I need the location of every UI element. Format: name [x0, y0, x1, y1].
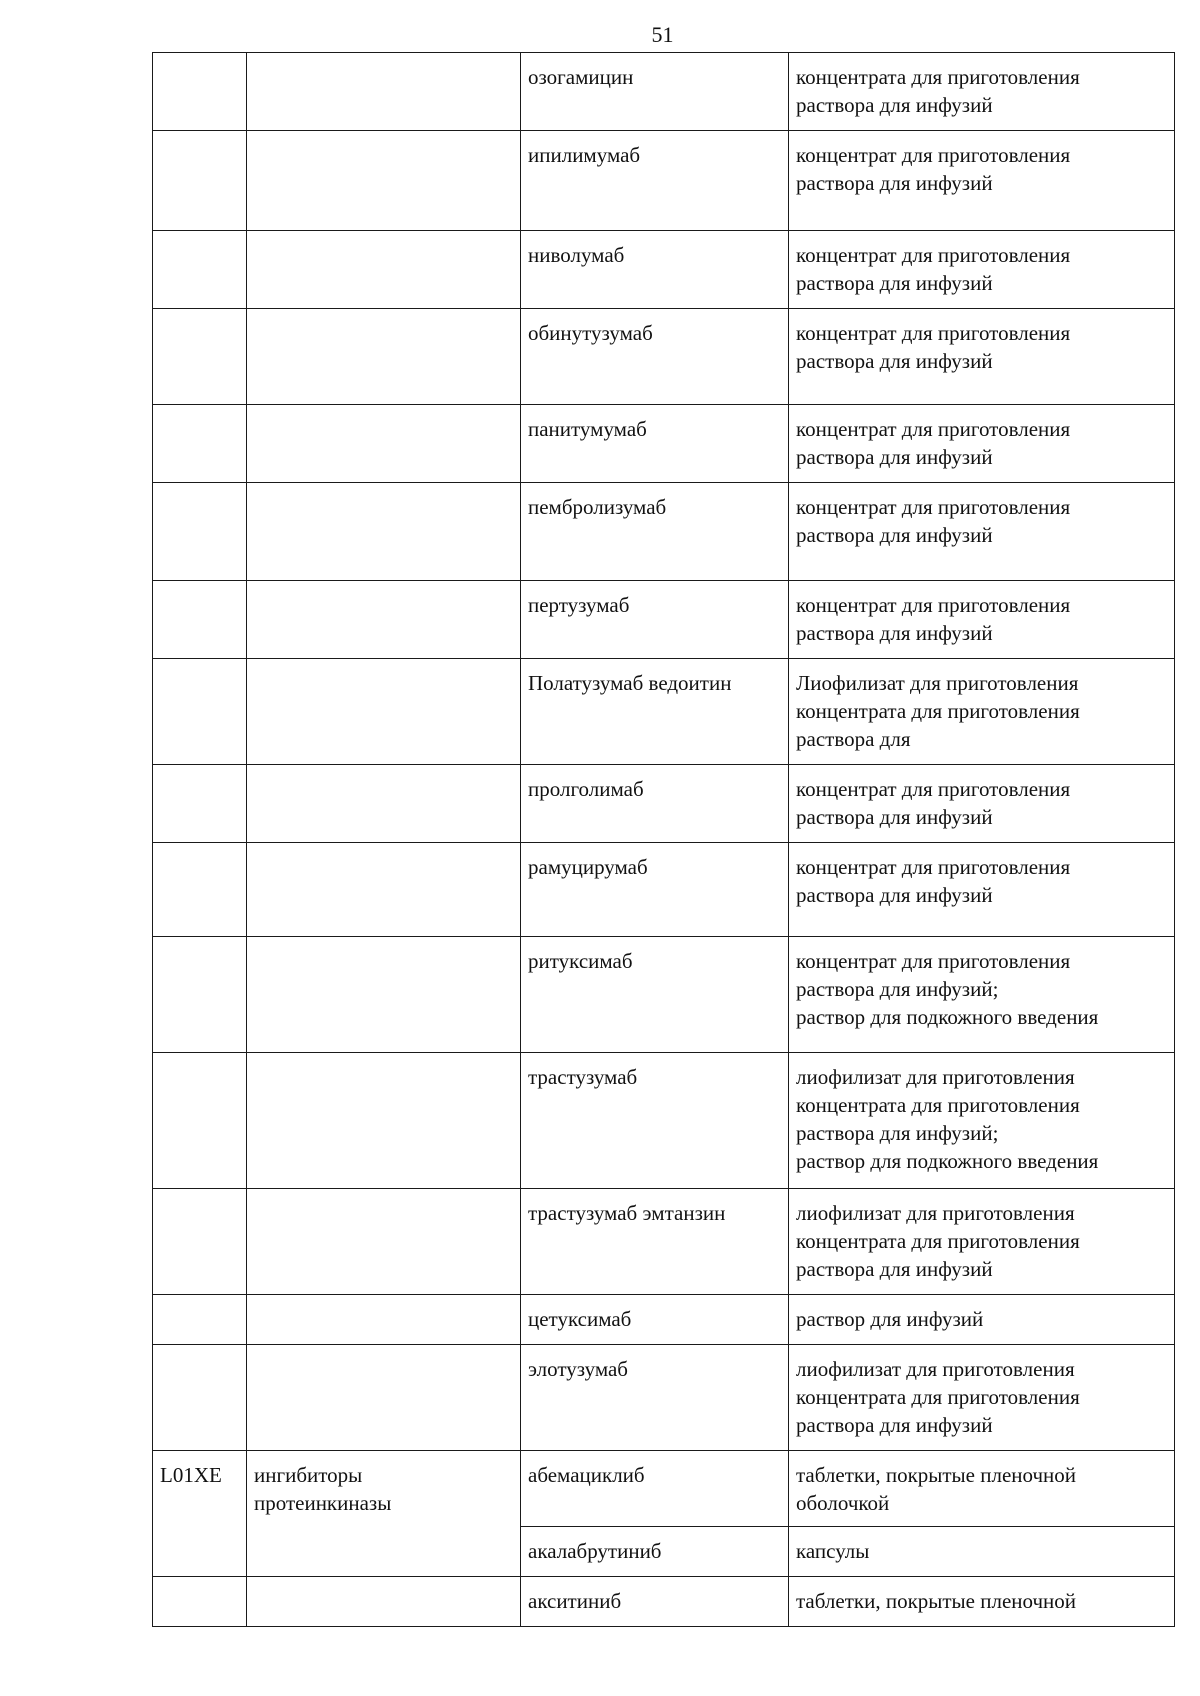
table-row [153, 581, 1175, 659]
group-cell [247, 659, 521, 765]
dosage-form-cell: концентрат для приготовления раствора для инфузий [789, 581, 1175, 659]
drug-name-cell: Полатузумаб ведоитин [521, 659, 789, 765]
dosage-form-cell: концентрат для приготовления раствора для инфузий [789, 309, 1175, 405]
drug-name-cell: акалабрутиниб [521, 1527, 789, 1577]
group-cell [247, 1189, 521, 1295]
group-cell [247, 131, 521, 231]
dosage-form-cell: концентрат для приготовления раствора для инфузий [789, 231, 1175, 309]
table-row [153, 53, 1175, 131]
drug-name-cell: пембролизумаб [521, 483, 789, 581]
table-row [153, 405, 1175, 483]
table-row [153, 1053, 1175, 1189]
table-row [153, 1451, 1175, 1527]
dosage-form-cell: концентрат для приготовления раствора для инфузий [789, 843, 1175, 937]
drug-name-cell: абемациклиб [521, 1451, 789, 1527]
atc-code-cell [153, 309, 247, 405]
group-cell [247, 483, 521, 581]
dosage-form-cell: раствор для инфузий [789, 1295, 1175, 1345]
group-cell [247, 843, 521, 937]
dosage-form-cell: концентрат для приготовления раствора для инфузий [789, 765, 1175, 843]
drug-name-cell: панитумумаб [521, 405, 789, 483]
drug-name-cell: ритуксимаб [521, 937, 789, 1053]
table-row [153, 1345, 1175, 1451]
table-row [153, 659, 1175, 765]
atc-code-cell [153, 53, 247, 131]
dosage-form-cell: лиофилизат для приготовления концентрата для приготовления раствора для инфузий [789, 1189, 1175, 1295]
atc-code-cell [153, 405, 247, 483]
table-row [153, 231, 1175, 309]
drug-name-cell: трастузумаб эмтанзин [521, 1189, 789, 1295]
atc-code-cell [153, 231, 247, 309]
atc-code-cell [153, 1345, 247, 1451]
atc-code-cell [153, 765, 247, 843]
table-row [153, 309, 1175, 405]
page-number: 51 [651, 22, 674, 47]
dosage-form-cell: таблетки, покрытые пленочной [789, 1577, 1175, 1627]
table-row [153, 1295, 1175, 1345]
group-cell [247, 231, 521, 309]
drug-name-cell: рамуцирумаб [521, 843, 789, 937]
group-cell [247, 309, 521, 405]
drug-name-cell: цетуксимаб [521, 1295, 789, 1345]
drug-name-cell: ипилимумаб [521, 131, 789, 231]
group-cell [247, 53, 521, 131]
dosage-form-cell: капсулы [789, 1527, 1175, 1577]
atc-code-cell [153, 1577, 247, 1627]
dosage-form-cell: концентрат для приготовления раствора для инфузий [789, 405, 1175, 483]
table-row [153, 483, 1175, 581]
dosage-form-cell: концентрат для приготовления раствора для инфузий [789, 483, 1175, 581]
drug-name-cell: элотузумаб [521, 1345, 789, 1451]
drug-name-cell: трастузумаб [521, 1053, 789, 1189]
drug-name-cell: пролголимаб [521, 765, 789, 843]
dosage-form-cell: концентрат для приготовления раствора для инфузий [789, 131, 1175, 231]
table-row [153, 765, 1175, 843]
group-cell [247, 581, 521, 659]
table-row [153, 1189, 1175, 1295]
atc-code-cell [153, 659, 247, 765]
group-cell: ингибиторы протеинкиназы [247, 1451, 521, 1577]
drug-name-cell: обинутузумаб [521, 309, 789, 405]
drug-name-cell: ниволумаб [521, 231, 789, 309]
table-row [153, 843, 1175, 937]
atc-code-cell: L01XE [153, 1451, 247, 1577]
dosage-form-cell: таблетки, покрытые пленочной оболочкой [789, 1451, 1175, 1527]
group-cell [247, 1577, 521, 1627]
atc-code-cell [153, 1053, 247, 1189]
atc-code-cell [153, 1295, 247, 1345]
atc-code-cell [153, 1189, 247, 1295]
atc-code-cell [153, 581, 247, 659]
group-cell [247, 765, 521, 843]
table-row [153, 131, 1175, 231]
group-cell [247, 1053, 521, 1189]
dosage-form-cell: лиофилизат для приготовления концентрата для приготовления раствора для инфузий; раствор для подкожного введения [789, 1053, 1175, 1189]
dosage-form-cell: Лиофилизат для приготовления концентрата для приготовления раствора для [789, 659, 1175, 765]
drug-name-cell: озогамицин [521, 53, 789, 131]
group-cell [247, 405, 521, 483]
table-row [153, 937, 1175, 1053]
group-cell [247, 937, 521, 1053]
table-row [153, 1577, 1175, 1627]
atc-code-cell [153, 483, 247, 581]
atc-code-cell [153, 937, 247, 1053]
dosage-form-cell: концентрата для приготовления раствора для инфузий [789, 53, 1175, 131]
drug-name-cell: акситиниб [521, 1577, 789, 1627]
group-cell [247, 1295, 521, 1345]
dosage-form-cell: лиофилизат для приготовления концентрата для приготовления раствора для инфузий [789, 1345, 1175, 1451]
atc-code-cell [153, 131, 247, 231]
dosage-form-cell: концентрат для приготовления раствора для инфузий; раствор для подкожного введения [789, 937, 1175, 1053]
atc-code-cell [153, 843, 247, 937]
drug-table [152, 52, 1175, 1627]
drug-name-cell: пертузумаб [521, 581, 789, 659]
group-cell [247, 1345, 521, 1451]
